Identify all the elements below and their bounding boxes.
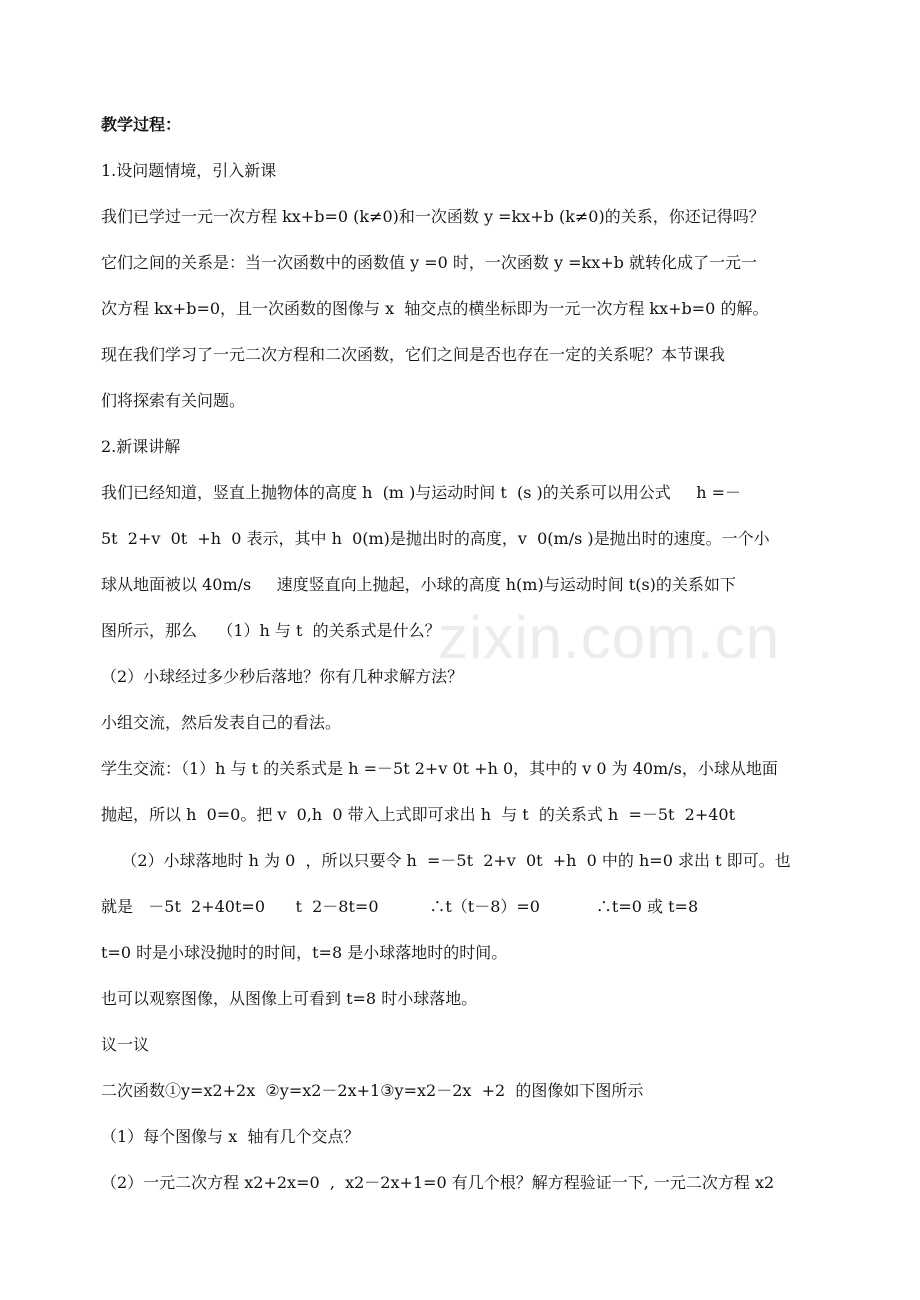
watermark: zixin.com.cn bbox=[438, 604, 781, 671]
quadratic-functions: 二次函数①y=x2+2x ②y=x2－2x+1③y=x2－2x +2 的图像如下图所示 bbox=[101, 1081, 644, 1100]
solution-line-2: 就是 －5t 2+40t=0 t 2－8t=0 ∴t（t－8）=0 ∴t=0 或 t=8 bbox=[101, 897, 699, 916]
student-answer-line-2: 抛起，所以 h 0=0。把 v 0,h 0 带入上式即可求出 h 与 t 的关系式 h =－5t 2+40t bbox=[101, 805, 736, 824]
discussion-question-2: （2）一元二次方程 x2+2x=0 , x2－2x+1=0 有几个根？解方程验证一下, 一元二次方程 x2 bbox=[101, 1173, 775, 1192]
paragraph-2-line-3: 球从地面被以 40m/s 速度竖直向上抛起，小球的高度 h(m)与运动时间 t(s)的关系如下 bbox=[101, 575, 736, 594]
student-answer-line-1: 学生交流：（1）h 与 t 的关系式是 h =－5t 2+v 0t +h 0，其中的 v 0 为 40m/s，小球从地面 bbox=[101, 759, 778, 778]
section-2-title: 2.新课讲解 bbox=[101, 437, 181, 456]
group-discussion: 小组交流，然后发表自己的看法。 bbox=[101, 713, 342, 732]
paragraph-1-line-3: 次方程 kx+b=0，且一次函数的图像与 x 轴交点的横坐标即为一元一次方程 kx+b=0 的解。 bbox=[101, 299, 769, 318]
paragraph-1-line-4: 现在我们学习了一元二次方程和二次函数，它们之间是否也存在一定的关系呢？本节课我 bbox=[101, 345, 726, 364]
page-heading: 教学过程： bbox=[101, 115, 182, 134]
paragraph-1-line-1: 我们已学过一元一次方程 kx+b=0 (k≠0)和一次函数 y =kx+b (k≠0)的关系，你还记得吗？ bbox=[101, 207, 765, 226]
discussion-title: 议一议 bbox=[101, 1035, 150, 1054]
section-1-title: 1.设问题情境，引入新课 bbox=[101, 161, 277, 180]
explanation: t=0 时是小球没抛时的时间，t=8 是小球落地时的时间。 bbox=[101, 943, 508, 962]
observation: 也可以观察图像，从图像上可看到 t=8 时小球落地。 bbox=[101, 989, 478, 1008]
paragraph-2-line-2: 5t 2+v 0t +h 0 表示，其中 h 0(m)是抛出时的高度，v 0(m/s )是抛出时的速度。一个小 bbox=[101, 529, 770, 548]
paragraph-2-line-1: 我们已经知道，竖直上抛物体的高度 h (m )与运动时间 t (s )的关系可以用公式 h =－ bbox=[101, 483, 742, 502]
paragraph-2-line-4: 图所示，那么 （1）h 与 t 的关系式是什么？ bbox=[101, 621, 441, 640]
paragraph-1-line-5: 们将探索有关问题。 bbox=[101, 391, 246, 410]
discussion-question-1: （1）每个图像与 x 轴有几个交点？ bbox=[101, 1127, 360, 1146]
question-2: （2）小球经过多少秒后落地？你有几种求解方法？ bbox=[101, 667, 464, 686]
solution-line-1: （2）小球落地时 h 为 0 ，所以只要令 h =－5t 2+v 0t +h 0 中的 h=0 求出 t 即可。也 bbox=[101, 851, 791, 870]
paragraph-1-line-2: 它们之间的关系是：当一次函数中的函数值 y =0 时，一次函数 y =kx+b 就转化成了一元一 bbox=[101, 253, 757, 272]
